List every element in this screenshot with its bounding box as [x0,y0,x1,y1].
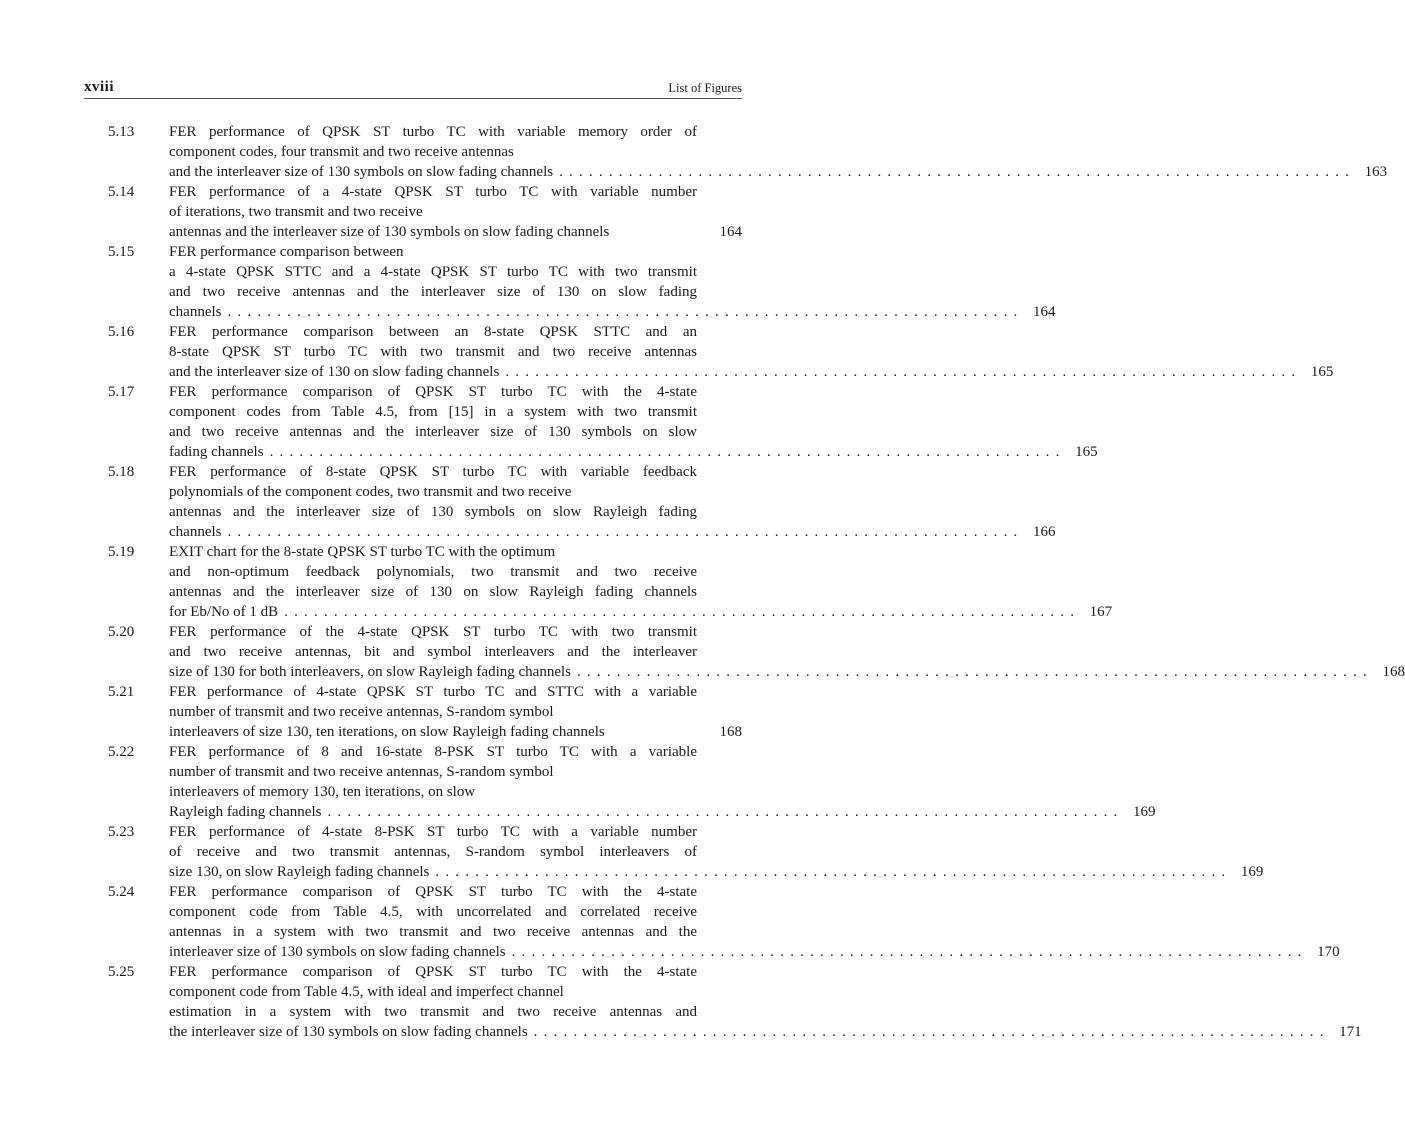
figure-caption [169,182,742,242]
figure-caption [169,322,1334,382]
figure-entry[interactable] [0,322,1334,382]
caption-last-line [169,1022,1362,1042]
caption-line: number of transmit and two receive antennas, S-random symbol [169,704,554,720]
caption-line: size of 130 for both interleavers, on slow Rayleigh fading channels [169,664,571,680]
figure-caption [169,122,1388,182]
caption-line: FER performance comparison of QPSK ST turbo TC with the 4-state [169,964,697,980]
figure-entry[interactable] [0,182,816,242]
caption-line: FER performance comparison between [169,244,404,260]
page-number-link[interactable]: 167 [1089,604,1113,620]
figure-caption [169,242,1056,322]
page-number-link[interactable]: 163 [1364,164,1388,180]
caption-line: number of transmit and two receive antennas, S-random symbol [169,764,554,780]
caption-line: a 4-state QPSK STTC and a 4-state QPSK ST turbo TC with two transmit [169,264,697,280]
figure-number: 5.20 [108,624,135,640]
caption-line: antennas and the interleaver size of 130 on slow Rayleigh fading channels [169,584,697,600]
figure-entry[interactable] [0,242,1056,322]
list-of-figures [0,122,1405,1042]
caption-last-line [169,942,1340,962]
caption-last-line [169,802,1156,822]
caption-line: and two receive antennas and the interleaver size of 130 symbols on slow [169,424,697,440]
page-number-link[interactable]: 165 [1075,444,1098,460]
caption-line: and the interleaver size of 130 symbols on slow fading channels [169,164,554,180]
page-number-link[interactable]: 168 [719,724,742,740]
figure-number: 5.25 [108,964,135,980]
figure-number: 5.19 [108,544,135,560]
page-number-link[interactable]: 165 [1310,364,1334,380]
dot-leader: ................................................................................ [533,1024,1330,1040]
caption-line: EXIT chart for the 8-state QPSK ST turbo TC with the optimum [169,544,556,560]
page-number-link[interactable]: 171 [1339,1024,1362,1040]
caption-last-line [169,222,742,242]
caption-line: and two receive antennas, bit and symbol interleavers and the interleaver [169,644,697,660]
caption-line: FER performance of QPSK ST turbo TC with variable memory order of [169,124,697,140]
caption-line: FER performance of a 4-state QPSK ST turbo TC with variable number [169,184,697,200]
figure-number: 5.16 [108,324,135,340]
caption-last-line [169,162,1388,182]
caption-line: 8-state QPSK ST turbo TC with two transmit and two receive antennas [169,344,697,360]
caption-line: FER performance of 8 and 16-state 8-PSK ST turbo TC with a variable [169,744,697,760]
caption-line: channels [169,304,222,320]
figure-entry[interactable] [0,822,1264,882]
header-rule [84,98,742,99]
caption-last-line [169,522,1056,542]
figure-number: 5.17 [108,384,135,400]
figure-caption [169,882,1340,962]
caption-line: FER performance comparison of QPSK ST turbo TC with the 4-state [169,384,697,400]
dot-leader: ................................................................................ [511,944,1308,960]
caption-line: FER performance of 4-state QPSK ST turbo TC and STTC with a variable [169,684,697,700]
running-header [84,79,742,97]
figure-caption [169,682,742,742]
page-number-link[interactable]: 169 [1132,804,1156,820]
caption-line: FER performance comparison between an 8-state QPSK STTC and an [169,324,697,340]
caption-line: component code from Table 4.5, with ideal and imperfect channel [169,984,564,1000]
caption-last-line [169,722,742,742]
figure-number: 5.22 [108,744,135,760]
page-number-link[interactable]: 166 [1032,524,1056,540]
figure-caption [169,542,1113,622]
dot-leader: ................................................................................ [227,304,1024,320]
caption-line: the interleaver size of 130 symbols on slow fading channels [169,1024,528,1040]
caption-line: polynomials of the component codes, two transmit and two receive [169,484,572,500]
dot-leader: ................................................................................ [435,864,1232,880]
figure-caption [169,822,1264,882]
figure-entry[interactable] [0,382,1098,462]
caption-line: interleavers of memory 130, ten iterations, on slow [169,784,476,800]
figure-caption [169,962,1362,1042]
caption-line: of receive and two transmit antennas, S-random symbol interleavers of [169,844,697,860]
caption-line: FER performance of 4-state 8-PSK ST turbo TC with a variable number [169,824,697,840]
dot-leader: ................................................................................ [269,444,1066,460]
figure-number: 5.15 [108,244,135,260]
page-number-link[interactable]: 169 [1240,864,1264,880]
caption-line: antennas and the interleaver size of 130 symbols on slow Rayleigh fading [169,504,697,520]
caption-line: and the interleaver size of 130 on slow fading channels [169,364,500,380]
caption-line: channels [169,524,222,540]
caption-line: Rayleigh fading channels [169,804,322,820]
figure-caption [169,742,1156,822]
caption-line: antennas and the interleaver size of 130 symbols on slow fading channels [169,224,610,240]
running-title: List of Figures [668,81,742,95]
caption-last-line [169,662,1405,682]
caption-line: component code from Table 4.5, with uncorrelated and correlated receive [169,904,697,920]
caption-last-line [169,362,1334,382]
page-number-link[interactable]: 164 [719,224,742,240]
caption-last-line [169,442,1098,462]
page-number-link[interactable]: 168 [1382,664,1405,680]
figure-caption [169,622,1405,682]
caption-line: antennas in a system with two transmit and two receive antennas and the [169,924,697,940]
caption-line: for Eb/No of 1 dB [169,604,279,620]
dot-leader: ................................................................................ [559,164,1356,180]
figure-entry[interactable] [0,682,816,742]
figure-entry[interactable] [0,882,1340,962]
dot-leader: ................................................................................ [576,664,1373,680]
caption-line: size 130, on slow Rayleigh fading channels [169,864,430,880]
figure-entry[interactable] [0,742,1156,822]
caption-line: component codes from Table 4.5, from [15] in a system with two transmit [169,404,697,420]
figure-entry[interactable] [0,122,1388,182]
caption-last-line [169,602,1113,622]
figure-entry[interactable] [0,462,1056,542]
caption-last-line [169,862,1264,882]
figure-number: 5.14 [108,184,135,200]
caption-line: estimation in a system with two transmit and two receive antennas and [169,1004,697,1020]
figure-entry[interactable] [0,542,1113,622]
caption-last-line [169,302,1056,322]
figure-number: 5.18 [108,464,135,480]
dot-leader: ................................................................................ [227,524,1024,540]
figure-caption [169,382,1098,462]
figure-entry[interactable] [0,622,1405,682]
caption-line: and two receive antennas and the interleaver size of 130 on slow fading [169,284,697,300]
caption-line: FER performance of the 4-state QPSK ST turbo TC with two transmit [169,624,697,640]
figure-entry[interactable] [0,962,1362,1042]
page-number-link[interactable]: 170 [1317,944,1340,960]
figure-number: 5.24 [108,884,135,900]
dot-leader: ................................................................................ [284,604,1081,620]
page-number-roman: xviii [84,79,115,95]
figure-number: 5.13 [108,124,135,140]
caption-line: FER performance of 8-state QPSK ST turbo TC with variable feedback [169,464,697,480]
dot-leader: ................................................................................ [505,364,1302,380]
caption-line: and non-optimum feedback polynomials, two transmit and two receive [169,564,697,580]
caption-line: FER performance comparison of QPSK ST turbo TC with the 4-state [169,884,697,900]
caption-line: interleaver size of 130 symbols on slow fading channels [169,944,506,960]
figure-number: 5.23 [108,824,135,840]
figure-caption [169,462,1056,542]
figure-number: 5.21 [108,684,135,700]
caption-line: fading channels [169,444,264,460]
caption-line: component codes, four transmit and two receive antennas [169,144,514,160]
page-number-link[interactable]: 164 [1032,304,1056,320]
dot-leader: ................................................................................ [327,804,1124,820]
caption-line: of iterations, two transmit and two receive [169,204,423,220]
caption-line: interleavers of size 130, ten iterations, on slow Rayleigh fading channels [169,724,605,740]
